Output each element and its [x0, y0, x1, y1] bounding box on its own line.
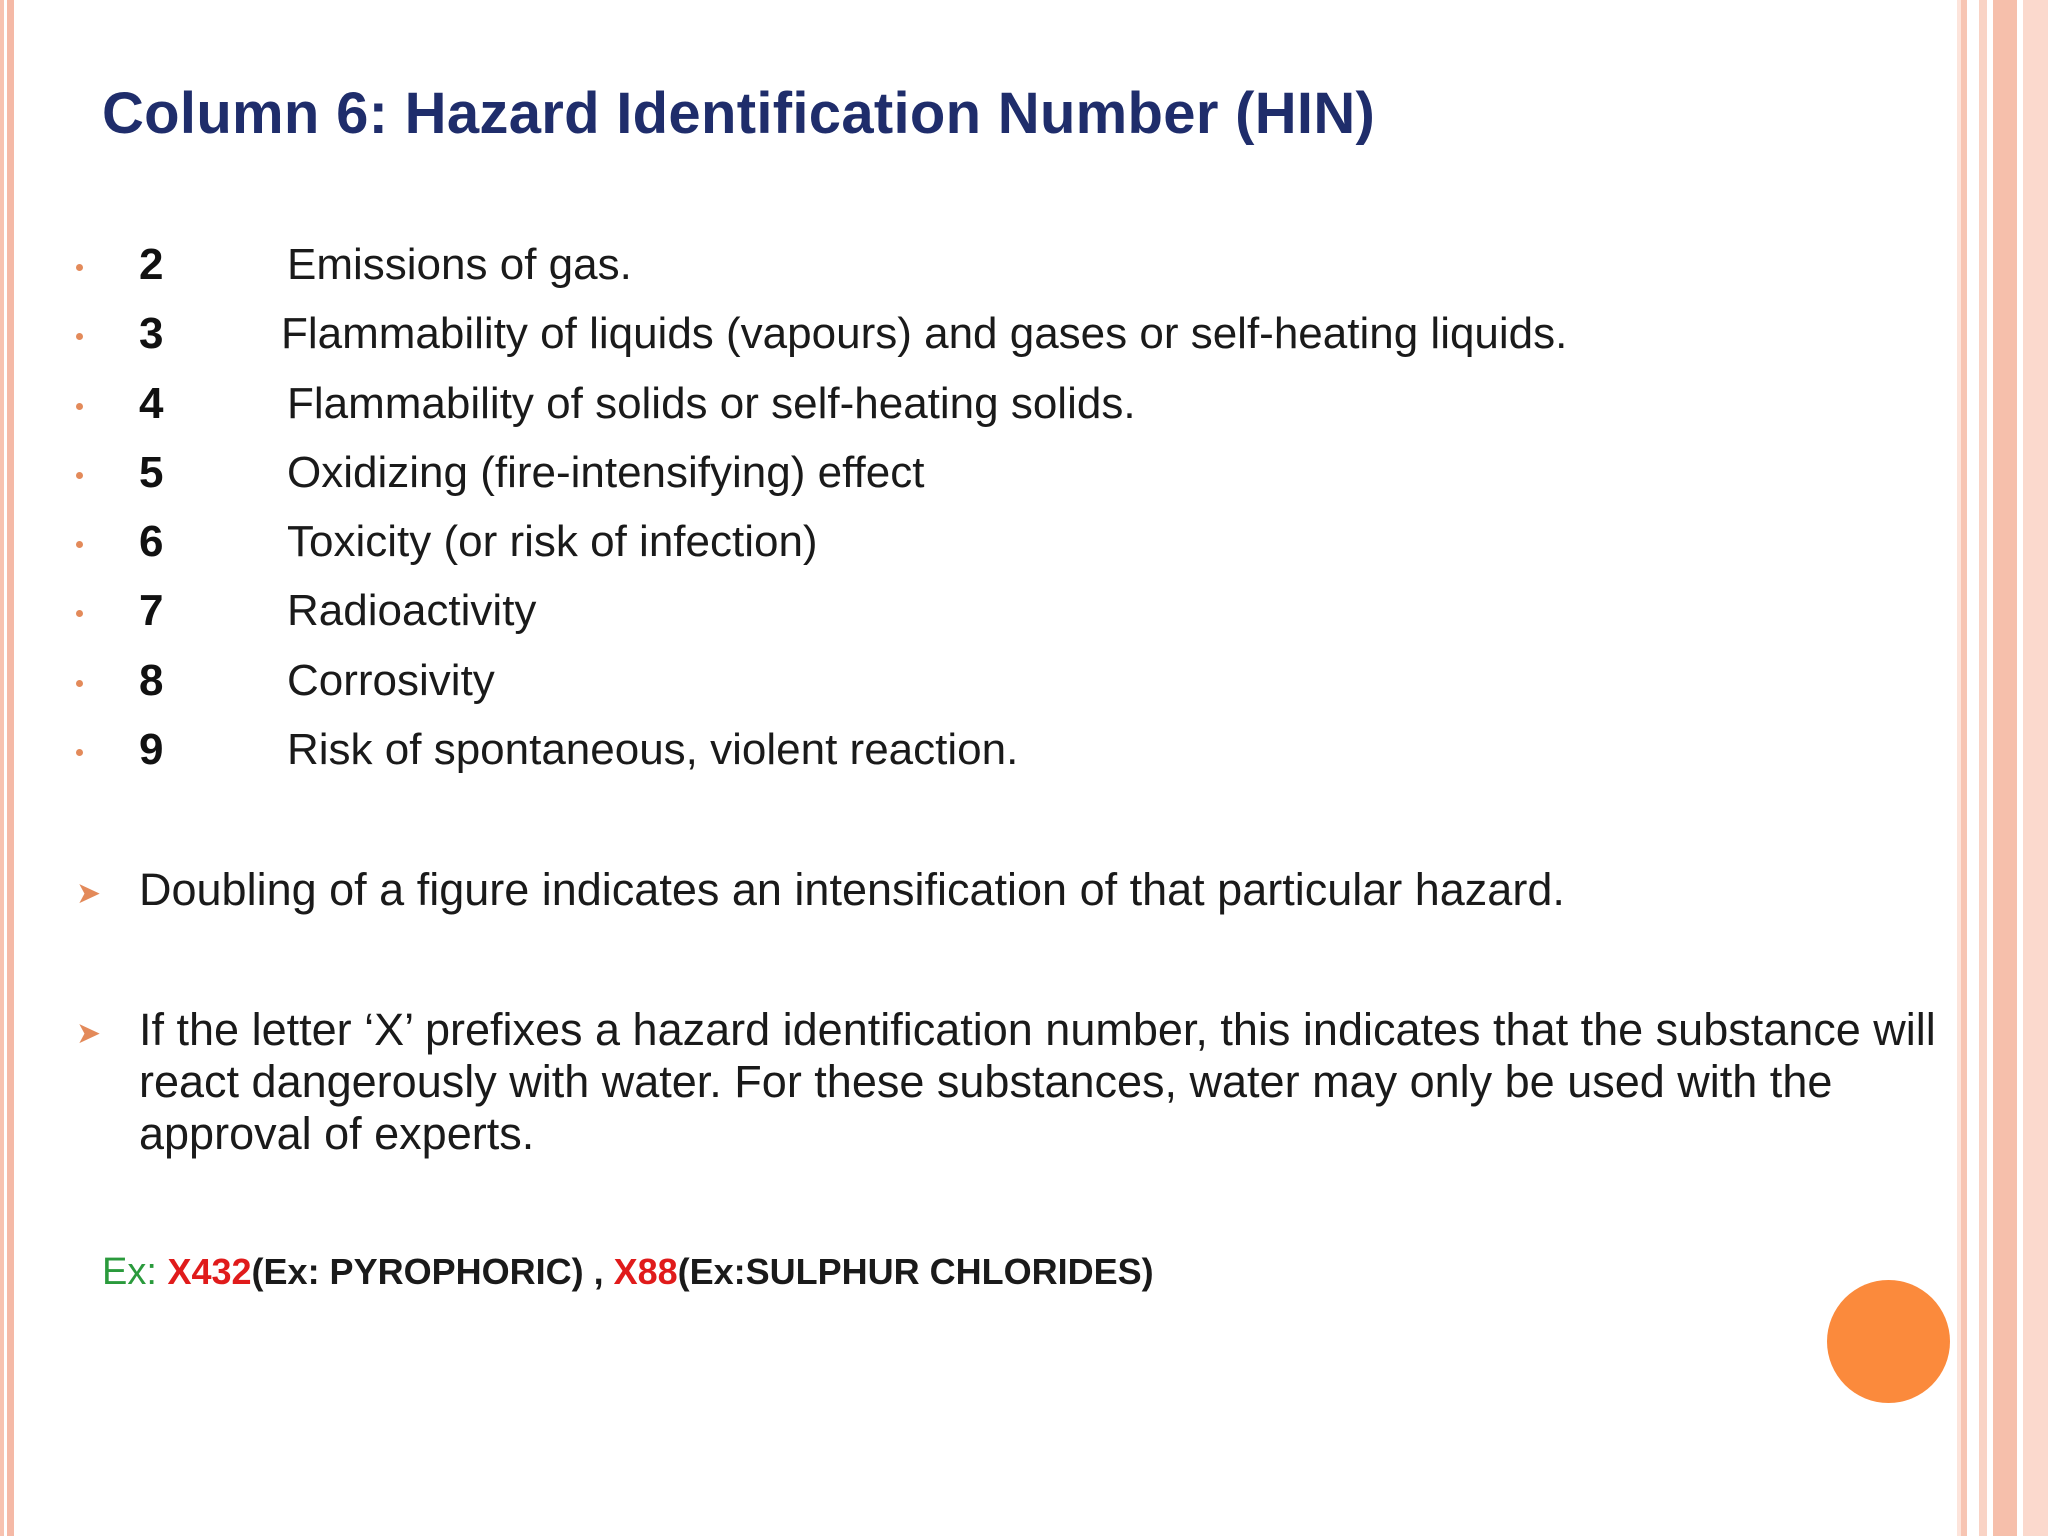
bullet-dot-icon [76, 541, 83, 548]
doubling-note: Doubling of a figure indicates an intensification of that particular hazard. [139, 864, 1565, 915]
example-code-x432: X432 [167, 1251, 252, 1292]
hazard-description: Toxicity (or risk of infection) [287, 517, 818, 567]
example-line [102, 1250, 1154, 1294]
example-text-pyrophoric: (Ex: PYROPHORIC) , [251, 1251, 614, 1292]
bullet-dot-icon [76, 333, 83, 340]
hazard-code: 6 [139, 517, 164, 567]
hazard-description: Flammability of solids or self-heating solids. [287, 378, 1136, 428]
hazard-description: Emissions of gas. [287, 240, 632, 289]
hazard-description: Oxidizing (fire-intensifying) effect [287, 447, 925, 497]
left-decorative-border [0, 0, 14, 1536]
example-label: Ex: [102, 1251, 168, 1293]
hazard-code: 4 [139, 378, 164, 428]
hazard-description: Radioactivity [287, 586, 537, 636]
hazard-code: 5 [139, 447, 164, 497]
bullet-dot-icon [76, 403, 83, 410]
bullet-dot-icon [76, 610, 83, 617]
bullet-dot-icon [76, 472, 83, 479]
hazard-code: 2 [139, 240, 164, 289]
arrow-bullet-icon: ➤ [76, 877, 102, 910]
hazard-code: 3 [139, 309, 164, 359]
bullet-dot-icon [76, 264, 83, 271]
arrow-bullet-icon: ➤ [76, 1017, 102, 1050]
slide-title: Column 6: Hazard Identification Number (HIN) [102, 81, 1376, 146]
hazard-description: Corrosivity [287, 655, 495, 705]
bullet-dot-icon [76, 680, 83, 687]
right-decorative-border [1957, 0, 2048, 1536]
orange-circle-decoration [1827, 1280, 1950, 1403]
hazard-code: 7 [139, 586, 164, 636]
hazard-code: 8 [139, 655, 164, 705]
hazard-description: Flammability of liquids (vapours) and gases or self-heating liquids. [281, 309, 1568, 359]
example-text-sulphur-chlorides: (Ex:SULPHUR CHLORIDES) [677, 1251, 1154, 1292]
x-prefix-note: If the letter ‘X’ prefixes a hazard identification number, this indicates that the substance will react dangerously with water. For these substances, water may only be used with the approval of experts. [139, 1004, 1936, 1159]
hazard-description: Risk of spontaneous, violent reaction. [287, 725, 1019, 775]
example-code-x88: X88 [613, 1251, 678, 1292]
hazard-code: 9 [139, 725, 164, 775]
bullet-dot-icon [76, 749, 83, 756]
